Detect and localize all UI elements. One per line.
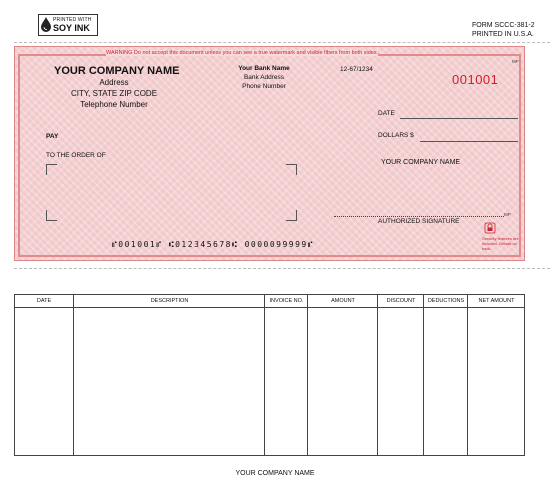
mp-mark-line: MP <box>504 212 511 217</box>
to-order-label: TO THE ORDER OF <box>46 152 106 159</box>
company-phone: Telephone Number <box>80 100 148 109</box>
col-amount: AMOUNT <box>308 294 378 308</box>
window-corner-bl <box>46 210 57 221</box>
col-divider <box>264 294 265 456</box>
micr-line: ⑈001001⑈ ⑆012345678⑆ 0000099999⑈ <box>112 240 315 249</box>
dollars-label: DOLLARS $ <box>378 132 414 139</box>
date-line <box>400 118 518 119</box>
padlock-icon <box>484 222 496 234</box>
company-city: CITY, STATE ZIP CODE <box>70 89 158 98</box>
signature-label: AUTHORIZED SIGNATURE <box>378 218 460 225</box>
window-corner-br <box>286 210 297 221</box>
warning-text: WARNING Do not accept this document unless you can see a true watermark and visible fibers from both sides. <box>106 50 379 56</box>
security-notice: Security features are included. Details on back. <box>482 236 519 251</box>
window-corner-tr <box>286 164 297 175</box>
remittance-stub <box>14 294 525 456</box>
logo-main-text: SOY INK <box>53 23 90 33</box>
col-description: DESCRIPTION <box>74 294 265 308</box>
col-divider <box>423 294 424 456</box>
printed-in: PRINTED IN U.S.A. <box>472 31 534 38</box>
bank-phone: Phone Number <box>242 83 286 90</box>
logo-top-text: PRINTED WITH <box>53 17 92 23</box>
col-divider <box>377 294 378 456</box>
form-number: FORM SCCC-381-2 <box>472 22 535 29</box>
bank-name: Your Bank Name <box>238 65 290 72</box>
col-divider <box>467 294 468 456</box>
perforation-top <box>14 42 550 43</box>
company-address: Address <box>99 78 129 87</box>
soy-ink-logo <box>38 14 98 36</box>
col-date: DATE <box>14 294 74 308</box>
perforation-bottom <box>14 268 550 269</box>
pay-label: PAY <box>46 133 59 140</box>
ink-drop-icon <box>41 17 51 32</box>
col-invoice-no: INVOICE NO. <box>265 294 308 308</box>
col-divider <box>73 294 74 456</box>
signature-line <box>334 216 504 217</box>
payer-company-name: YOUR COMPANY NAME <box>381 159 461 166</box>
footer-company-name: YOUR COMPANY NAME <box>235 470 315 477</box>
form-info <box>472 21 536 39</box>
bank-address: Bank Address <box>243 74 285 81</box>
dollars-line <box>420 141 518 142</box>
company-name: YOUR COMPANY NAME <box>54 65 180 77</box>
col-divider <box>307 294 308 456</box>
check-number: 001001 <box>452 72 499 87</box>
date-label: DATE <box>378 110 395 117</box>
mp-mark-top: MP <box>512 59 519 64</box>
window-corner-tl <box>46 164 57 175</box>
routing-fraction: 12-67/1234 <box>340 66 373 73</box>
col-discount: DISCOUNT <box>378 294 424 308</box>
col-net-amount: NET AMOUNT <box>468 294 525 308</box>
col-deductions: DEDUCTIONS <box>424 294 468 308</box>
